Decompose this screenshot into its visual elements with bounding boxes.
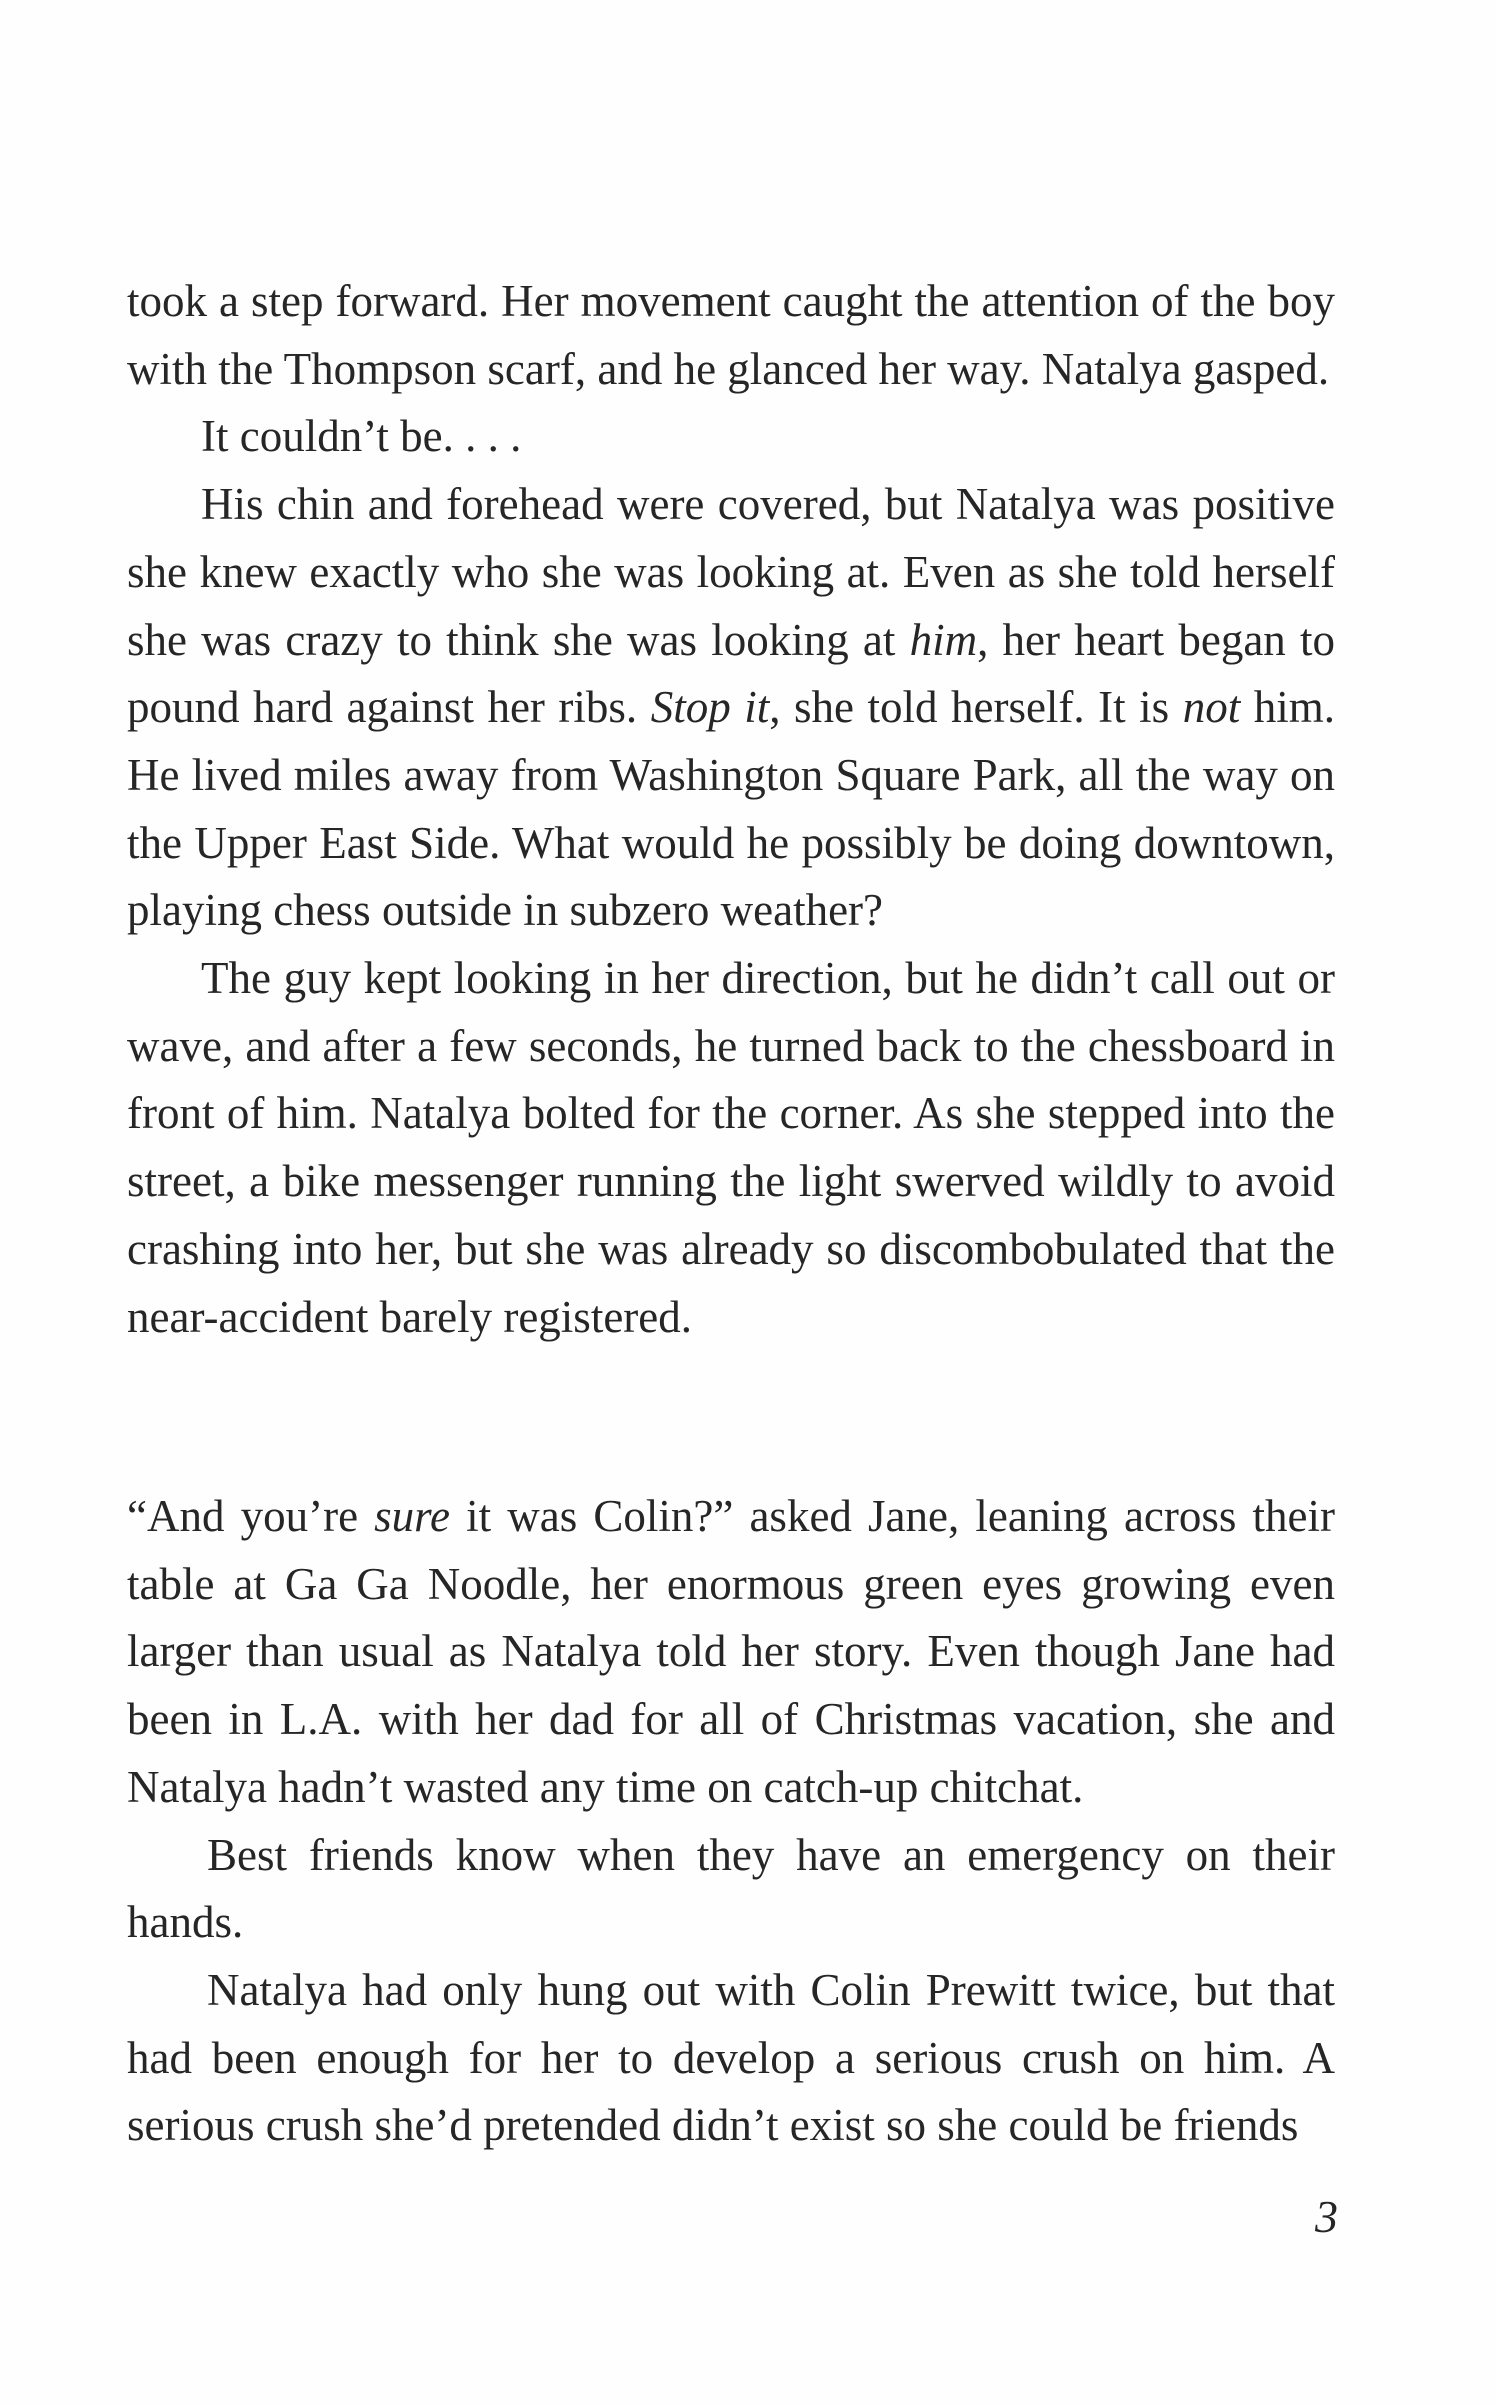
paragraph bbox=[127, 1483, 1335, 1822]
text-run: , her heart began to pound hard against her ribs. bbox=[127, 614, 1335, 733]
text-run: His chin and forehead were covered, but Natalya was positive she knew exactly who she was looking at. Even as she told herself she was crazy to think she was looking at bbox=[127, 479, 1335, 665]
italic-text: him bbox=[909, 614, 978, 665]
paragraph: took a step forward. Her movement caught the attention of the boy with the Thompson scarf, and he glanced her way. Natalya gasped. bbox=[127, 276, 1335, 394]
text-section-one bbox=[127, 268, 1335, 1351]
page-number: 3 bbox=[1315, 2191, 1338, 2242]
text-run: it was Colin?” asked Jane, leaning across their table at Ga Ga Noodle, her enormous green eyes growing even larger than usual as Natalya told her story. Even though Jane had been in L.A. with her dad for all of Christmas vacation, she and Natalya hadn’t wasted any time on catch-up chitchat. bbox=[127, 1491, 1335, 1812]
paragraph: Natalya had only hung out with Colin Prewitt twice, but that had been enough for her to develop a serious crush on him. A serious crush she’d pretended didn’t exist so she could be friends bbox=[127, 1964, 1335, 2151]
text-section-two bbox=[127, 1483, 1335, 2160]
paragraph bbox=[127, 471, 1335, 945]
italic-text: not bbox=[1182, 682, 1241, 733]
paragraph: Best friends know when they have an emergency on their hands. bbox=[127, 1829, 1335, 1948]
italic-text: Stop it bbox=[650, 682, 770, 733]
text-run: , she told herself. It is bbox=[769, 682, 1183, 733]
paragraph: It couldn’t be. . . . bbox=[201, 411, 522, 462]
italic-text: sure bbox=[374, 1491, 450, 1541]
text-run: “And you’re bbox=[127, 1491, 375, 1541]
text-run: him. He lived miles away from Washington Square Park, all the way on the Upper East Side. What would he possibly be doing downtown, playing chess outside in subzero weather? bbox=[127, 682, 1335, 936]
paragraph: The guy kept looking in her direction, but he didn’t call out or wave, and after a few seconds, he turned back to the chessboard in front of him. Natalya bolted for the corner. As she stepped into the street, a bike messenger running the light swerved wildly to avoid crashing into her, but she was already so discombobulated that the near-accident barely registered. bbox=[127, 953, 1335, 1342]
